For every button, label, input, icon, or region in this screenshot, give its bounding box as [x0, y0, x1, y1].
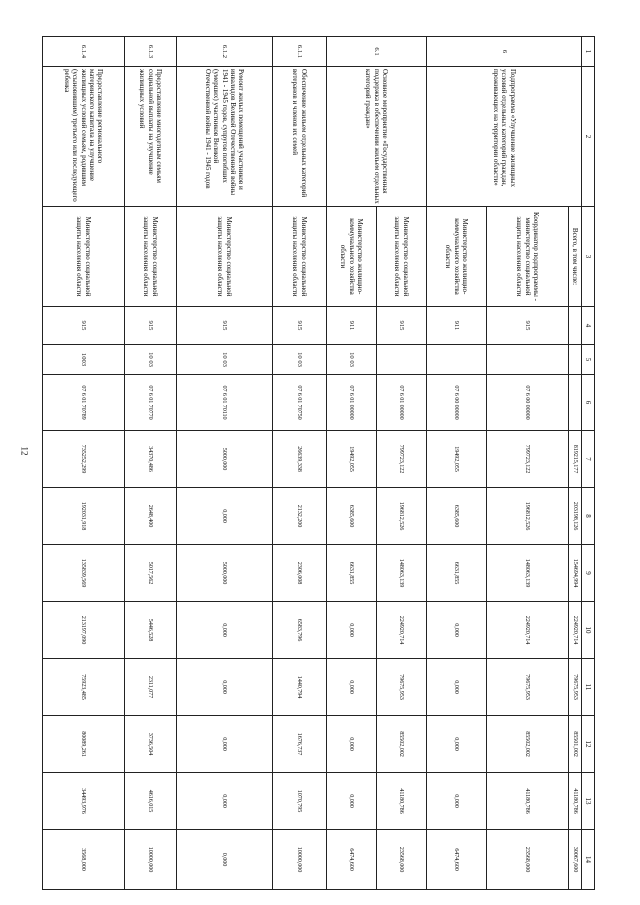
- cell-value: 85501,002: [569, 716, 582, 773]
- cell-value: 85502,002: [377, 716, 427, 773]
- cell-value: 0,000: [427, 602, 487, 659]
- cell-value: 5000,000: [177, 545, 273, 602]
- cell-value: 19492,055: [327, 431, 377, 488]
- cell-code: 10 03: [327, 345, 377, 375]
- cell-value: 1070,795: [273, 773, 327, 830]
- col-num: 1: [582, 37, 595, 67]
- cell-value: 19492,055: [427, 431, 487, 488]
- cell-code: 915: [377, 307, 427, 345]
- cell-code: 07 6 01 00000: [377, 375, 427, 431]
- cell-value: 80089,261: [43, 716, 125, 773]
- cell-value: 30067,600: [569, 830, 582, 890]
- col-num: 11: [582, 659, 595, 716]
- row-number: 6.1.2: [177, 37, 273, 67]
- cell-code: 915: [487, 307, 569, 345]
- cell-value: 0,000: [427, 773, 487, 830]
- cell-value: 1440,794: [273, 659, 327, 716]
- cell-value: 196812,526: [487, 488, 569, 545]
- cell-code: 10 03: [125, 345, 177, 375]
- col-num: 9: [582, 545, 595, 602]
- cell-code: 07 6 01 70770: [125, 375, 177, 431]
- row-name: Основное мероприятие «Государственная поддержка в обеспечении жильем отдельных категорий граждан»: [327, 67, 427, 207]
- cell-value: 26639,338: [273, 431, 327, 488]
- cell-value: 2311,077: [125, 659, 177, 716]
- col-num: 4: [582, 307, 595, 345]
- cell-value: 819215,177: [569, 431, 582, 488]
- cell-value: 135839,569: [43, 545, 125, 602]
- col-num: 5: [582, 345, 595, 375]
- budget-table: [42, 36, 595, 890]
- table-row: [43, 37, 125, 890]
- cell-value: 75923,485: [43, 659, 125, 716]
- cell-value: 0,000: [327, 773, 377, 830]
- cell-code: 07 6 00 00000: [487, 375, 569, 431]
- col-num: 6: [582, 375, 595, 431]
- col-num: 14: [582, 830, 595, 890]
- cell-value: 203198,126: [569, 488, 582, 545]
- cell-code: 07 6 00 00000: [427, 375, 487, 431]
- cell-code: 915: [43, 307, 125, 345]
- cell-value: 213197,090: [43, 602, 125, 659]
- cell-value: 192031,918: [43, 488, 125, 545]
- cell-code: 911: [427, 307, 487, 345]
- col-num: 7: [582, 431, 595, 488]
- cell-value: 154694,994: [569, 545, 582, 602]
- cell-value: 0,000: [427, 659, 487, 716]
- table-row: [377, 37, 427, 890]
- cell-value: 79675,953: [377, 659, 427, 716]
- total-label: Всего, в том числе:: [569, 207, 582, 307]
- cell-value: 10000,000: [273, 830, 327, 890]
- cell-value: 79675,953: [487, 659, 569, 716]
- cell-code: 915: [125, 307, 177, 345]
- row-number: 6.1.3: [125, 37, 177, 67]
- table-row: [177, 37, 273, 890]
- col-num: 2: [582, 67, 595, 207]
- cell-value: 1676,737: [273, 716, 327, 773]
- cell-value: 10000,000: [125, 830, 177, 890]
- cell-code: [377, 345, 427, 375]
- cell-value: 3736,504: [125, 716, 177, 773]
- cell-value: 148063,139: [487, 545, 569, 602]
- cell-value: 2648,400: [125, 488, 177, 545]
- cell-value: 41180,786: [377, 773, 427, 830]
- table-row: [273, 37, 327, 890]
- col-num: 3: [582, 207, 595, 307]
- cell-value: 5446,528: [125, 602, 177, 659]
- row-name: Обеспечение жильем отдельных категорий ветеранов и членов их семей: [273, 67, 327, 207]
- cell-code: 915: [273, 307, 327, 345]
- cell-value: 6385,600: [327, 488, 377, 545]
- cell-value: 224920,714: [377, 602, 427, 659]
- cell-value: 799723,122: [377, 431, 427, 488]
- cell-value: 6474,600: [427, 830, 487, 890]
- cell-code: 07 6 01 70789: [43, 375, 125, 431]
- cell-value: 23568,000: [377, 830, 427, 890]
- cell-code: [487, 345, 569, 375]
- row-name: Предоставление многодетным семьям социальной выплаты на улучшение жилищных условий: [125, 67, 177, 207]
- col-num: 10: [582, 602, 595, 659]
- row-number: 6.1.4: [43, 37, 125, 67]
- department: Министерство жилищно-коммунального хозяйства области: [427, 207, 487, 307]
- cell-value: 5017,562: [125, 545, 177, 602]
- cell-value: 3568,000: [43, 830, 125, 890]
- cell-value: 0,000: [177, 830, 273, 890]
- department: Министерство социальной защиты населения области: [177, 207, 273, 307]
- cell-value: 5000,000: [177, 431, 273, 488]
- cell-code: 1003: [43, 345, 125, 375]
- cell-value: 0,000: [177, 659, 273, 716]
- rotated-page: [40, 0, 640, 905]
- row-number: 6: [427, 37, 582, 67]
- cell-value: 196812,526: [377, 488, 427, 545]
- cell-code: 07 6 01 00000: [327, 375, 377, 431]
- cell-code: 07 6 01 70750: [273, 375, 327, 431]
- cell-value: 0,000: [177, 488, 273, 545]
- department: Министерство социальной защиты населения области: [377, 207, 427, 307]
- cell-value: 0,000: [177, 602, 273, 659]
- cell-value: 34370,486: [125, 431, 177, 488]
- cell-value: 6631,855: [427, 545, 487, 602]
- row-number: 6.1.1: [273, 37, 327, 67]
- cell-value: 23568,000: [487, 830, 569, 890]
- cell-value: 79675,953: [569, 659, 582, 716]
- cell-value: 41180,786: [569, 773, 582, 830]
- cell-value: 34493,976: [43, 773, 125, 830]
- cell-code: 10 03: [177, 345, 273, 375]
- cell-value: 41180,786: [487, 773, 569, 830]
- cell-value: 0,000: [327, 602, 377, 659]
- col-num: 12: [582, 716, 595, 773]
- cell-value: 735252,299: [43, 431, 125, 488]
- col-num: 13: [582, 773, 595, 830]
- cell-value: 799723,122: [487, 431, 569, 488]
- department: Министерство социальной защиты населения области: [125, 207, 177, 307]
- page-number: 12: [19, 446, 30, 456]
- cell-code: [427, 345, 487, 375]
- department: Министерство социальной защиты населения области: [43, 207, 125, 307]
- cell-value: 0,000: [177, 773, 273, 830]
- department: Министерство социальной защиты населения области: [273, 207, 327, 307]
- cell-value: 0,000: [427, 716, 487, 773]
- cell-value: 2132,200: [273, 488, 327, 545]
- cell-value: 0,000: [327, 659, 377, 716]
- cell-value: 0,000: [327, 716, 377, 773]
- total-row: [569, 37, 582, 890]
- cell-value: 2306,008: [273, 545, 327, 602]
- cell-value: 6385,600: [427, 488, 487, 545]
- department: Координатор подпрограммы - министерство социальной защиты населения области: [487, 207, 569, 307]
- row-name: Подпрограмма «Улучшение жилищных условий отдельных категорий граждан, проживающих на территории области»: [427, 67, 582, 207]
- cell-value: 224920,714: [487, 602, 569, 659]
- cell-value: 6583,796: [273, 602, 327, 659]
- cell-value: 85502,002: [487, 716, 569, 773]
- cell-code: 10 03: [273, 345, 327, 375]
- cell-value: 0,000: [177, 716, 273, 773]
- cell-value: 6474,600: [327, 830, 377, 890]
- cell-code: 915: [177, 307, 273, 345]
- col-num: 8: [582, 488, 595, 545]
- department: Министерство жилищно-коммунального хозяйства области: [327, 207, 377, 307]
- cell-code: 911: [327, 307, 377, 345]
- row-number: 6.1: [327, 37, 427, 67]
- table-row: [125, 37, 177, 890]
- row-name: Ремонт жилых помещений участников и инвалидов Великой Отечественной войны 1941 - 1945 годов, супругов погибших (умерших) участников Великой Отечественной войны 1941 - 1945 годов: [177, 67, 273, 207]
- cell-code: 07 6 01 70110: [177, 375, 273, 431]
- cell-value: 224920,714: [569, 602, 582, 659]
- cell-value: 6631,855: [327, 545, 377, 602]
- cell-value: 4616,015: [125, 773, 177, 830]
- row-name: Предоставление регионального материнского капитала на улучшение жилищных условий семьям, родившим (усыновившим) третьего или последующего ребенка: [43, 67, 125, 207]
- column-number-row: [582, 37, 595, 890]
- cell-value: 148063,139: [377, 545, 427, 602]
